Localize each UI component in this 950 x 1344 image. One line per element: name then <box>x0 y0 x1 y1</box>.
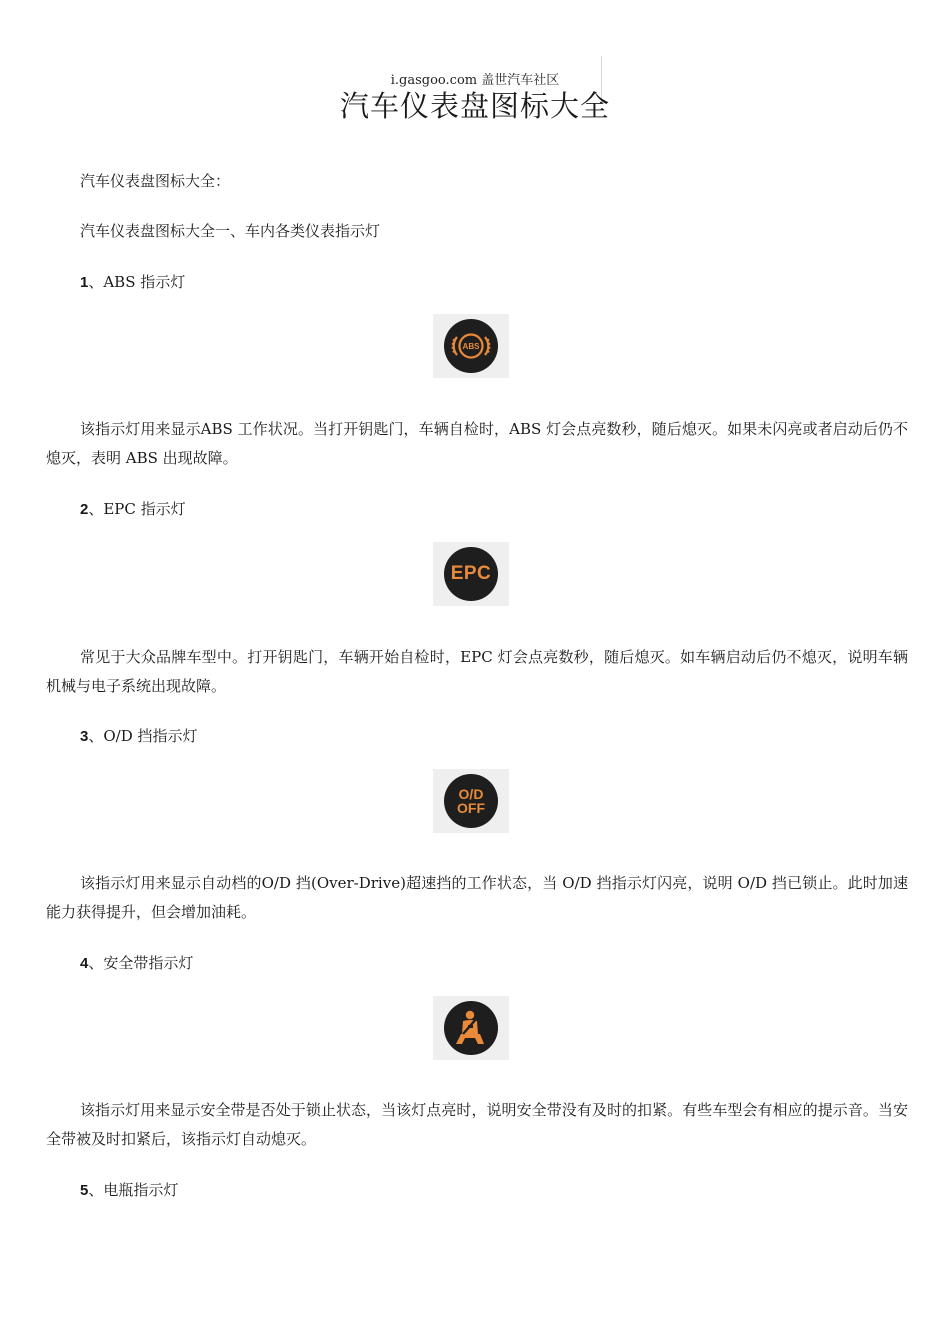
section-heading-seatbelt <box>80 953 193 974</box>
abs-icon-label: ABS <box>462 342 480 351</box>
header-site: i.gasgoo.com 盖世汽车社区 <box>390 73 560 88</box>
section-number: 2 <box>80 501 89 518</box>
seatbelt-icon-box <box>433 996 509 1060</box>
epc-warning-icon <box>444 547 498 601</box>
section-description-seatbelt: 该指示灯用来显示安全带是否处于锁止状态，当该灯点亮时，说明安全带没有及时的扣紧。有些车型会有相应的提示音。当安全带被及时扣紧后，该指示灯自动熄灭。 <box>46 1101 908 1148</box>
section-title: 、EPC 指示灯 <box>88 500 186 518</box>
abs-icon-box <box>433 314 509 378</box>
od-icon-label-bottom: OFF <box>457 800 485 816</box>
section-heading-epc <box>80 499 186 520</box>
od-icon-box <box>433 769 509 833</box>
page-title: 汽车仪表盘图标大全 <box>339 89 610 123</box>
seatbelt-warning-icon <box>444 1001 498 1055</box>
section-number: 4 <box>80 955 89 972</box>
section-description-epc: 常见于大众品牌车型中。打开钥匙门，车辆开始自检时，EPC 灯会点亮数秒，随后熄灭。如车辆启动后仍不熄灭，说明车辆机械与电子系统出现故障。 <box>46 648 908 695</box>
section-number: 5 <box>80 1182 89 1199</box>
abs-warning-icon <box>444 319 498 373</box>
section-title: 、安全带指示灯 <box>88 954 194 972</box>
od-off-icon <box>444 774 498 828</box>
section-heading-battery <box>80 1180 178 1201</box>
intro-line-2: 汽车仪表盘图标大全一、车内各类仪表指示灯 <box>80 222 381 240</box>
section-title: 、O/D 挡指示灯 <box>88 727 198 745</box>
section-number: 3 <box>80 728 89 745</box>
section-title: 、电瓶指示灯 <box>88 1181 179 1199</box>
section-description-od: 该指示灯用来显示自动档的O/D 挡(Over-Drive)超速挡的工作状态，当 O/D 挡指示灯闪亮，说明 O/D 挡已锁止。此时加速能力获得提升，但会增加油耗。 <box>46 874 908 921</box>
section-number: 1 <box>80 274 89 291</box>
intro-line-1: 汽车仪表盘图标大全： <box>80 172 231 190</box>
section-heading-abs <box>80 272 185 293</box>
epc-icon-box <box>433 542 509 606</box>
od-icon-label-top: O/D <box>458 786 484 802</box>
epc-icon-label: EPC <box>450 563 492 584</box>
section-description-abs: 该指示灯用来显示ABS 工作状况。当打开钥匙门，车辆自检时，ABS 灯会点亮数秒，随后熄灭。如果未闪亮或者启动后仍不熄灭，表明 ABS 出现故障。 <box>46 420 908 467</box>
section-title: 、ABS 指示灯 <box>88 273 186 291</box>
section-heading-od <box>80 726 198 747</box>
